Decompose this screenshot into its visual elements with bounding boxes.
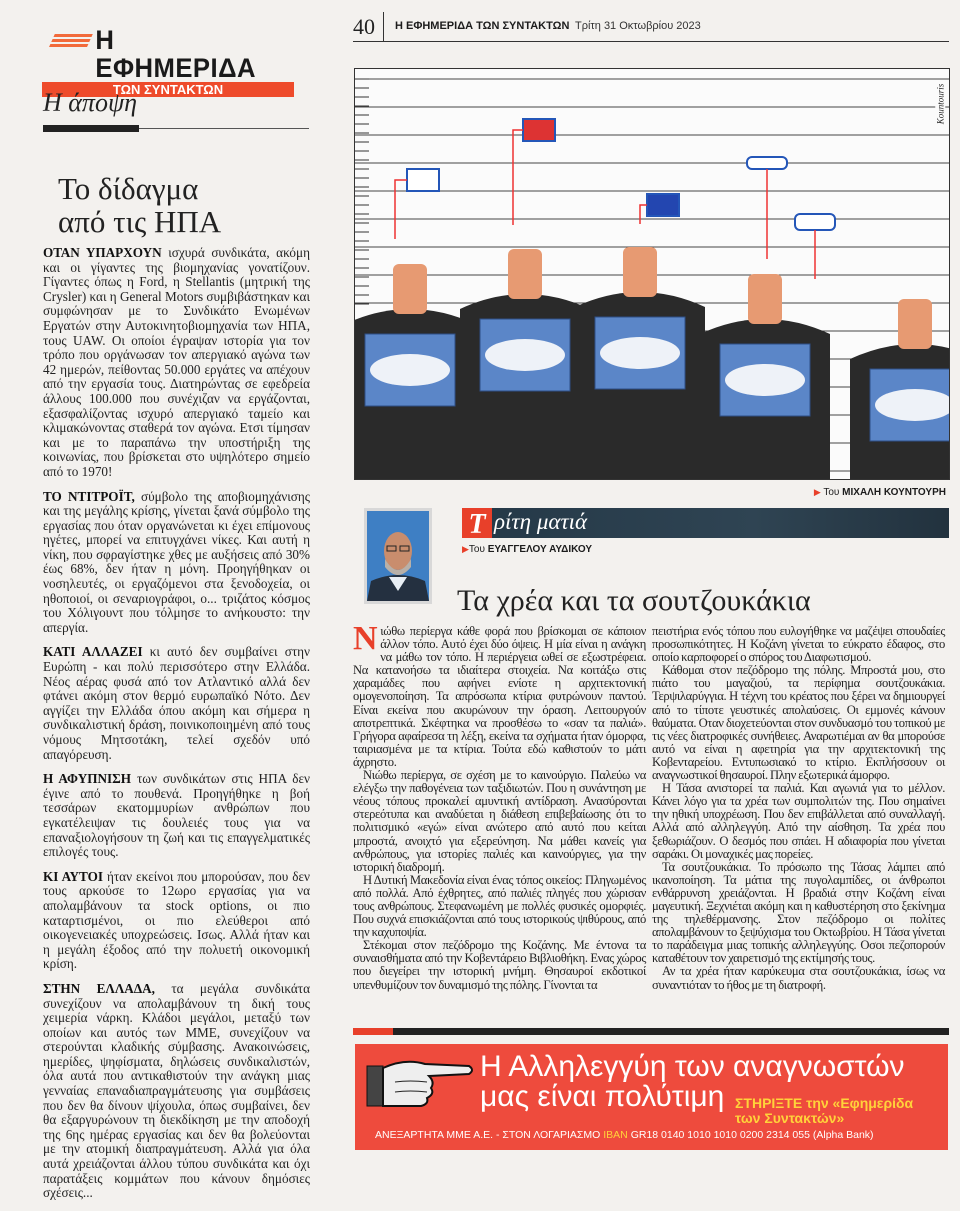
telescope-icon — [747, 157, 787, 169]
missile-part — [725, 364, 805, 396]
opinion-paragraph — [43, 982, 310, 1201]
column-text-2 — [652, 625, 945, 992]
column-byline — [462, 544, 592, 555]
iban-number: GR18 0140 1010 1010 0200 2314 055 — [630, 1129, 810, 1141]
editorial-cartoon — [354, 68, 950, 480]
section-label: Η άποψη — [43, 88, 137, 117]
column-paragraph — [353, 939, 646, 991]
drop-cap: Ν — [353, 620, 378, 657]
opinion-paragraph — [43, 870, 310, 972]
column-paragraph — [652, 664, 945, 782]
masthead-logo — [46, 26, 294, 97]
credit-prefix: Του — [823, 487, 840, 498]
iban-prefix: ΑΝΕΞΑΡΤΗΤΑ ΜΜΕ Α.Ε. - ΣΤΟΝ ΛΟΓΑΡΙΑΣΜΟ — [375, 1129, 601, 1141]
paragraph-text: Αν τα χρέα ήταν καρύκευμα στα σουτζουκάκια, ίσως να συναντιόταν το ήθος με τη διατροφή. — [652, 964, 945, 992]
pointing-hand-icon — [365, 1052, 475, 1112]
byline-name: ΕΥΑΓΓΕΛΟΥ ΑΥΔΙΚΟΥ — [487, 544, 593, 555]
rubric-initial: Τ — [462, 508, 492, 538]
opinion-paragraph — [43, 645, 310, 762]
paragraph-lead: ΣΤΗΝ ΕΛΛΑΔΑ, — [43, 980, 155, 996]
israel-flag-icon — [407, 169, 439, 191]
column-paragraph — [353, 874, 646, 939]
ad-support: ΣΤΗΡΙΞΤΕ την «Εφημερίδα των Συντακτών» — [735, 1095, 914, 1126]
ad-iban — [375, 1129, 874, 1141]
column-paragraph — [353, 620, 646, 769]
red-arrow — [513, 130, 523, 225]
credit-name: ΜΙΧΑΛΗ ΚΟΥΝΤΟΥΡΗ — [842, 487, 946, 498]
logo-stripes-icon — [49, 34, 93, 48]
paragraph-text: σύμβολο της αποβιομηχάνισης και της μεγάλης κρίσης, γίνεται ξανά σύμβολο της εργασίας που όταν οργανώνεται κι έχει επίμονους ηγέτες, μπορεί να επιτυγχάνει νίκες. Και αυτή η νίκη, που σφραγίστηκε χθες με αυξήσεις από 30% έως 68%, δεν ήταν η μόνη. Προηγήθηκαν οι νοσηλευτές, οι εργαζόμενοι στα ξενοδοχεία, οι ηθοποιοί, οι σεναριογράφοι, ο... τριζάτος κόσμος του Χόλιγουντ που τόλμησε το ανήκουστο: την απεργία. — [43, 488, 310, 635]
cartoon-credit — [700, 487, 946, 498]
page-number: 40 — [353, 14, 375, 39]
paragraph-text: Νιώθω περίεργα, σε σχέση με το καινούργιο. Παλεύω να ελέγξω την παθογένεια των ταξιδιωτών. Που η συνάντηση με νέους τόπους προκαλεί αμυντική αντίδραση. Ανασύρονται στερεότυπα και αναδύεται η διάθεση επιβεβαίωσης ότι το πολιτισμικό «εγώ» είναι ανώτερο από αυτό που κείται μπροστά, ανοιχτό για εξερεύνηση. Να μάθει κανείς για ανθρώπους, για ιστορίες παλιές και καινούργιες, για την ιστορική διαδρομή. — [353, 768, 646, 874]
paragraph-text: Στέκομαι στον πεζόδρομο της Κοζάνης. Με έντονα τα συναισθήματα από την Κοβεντάρειο Βιβλιοθήκη. Ενας χώρος που διεγείρει την ιστορική μνήμη. Θησαυροί εκδοτικοί υπενθυμίζουν τον δυναμισμό της πόλης. Γίνονται τα — [353, 938, 646, 992]
paragraph-lead: ΚΑΤΙ ΑΛΛΑΖΕΙ — [43, 644, 143, 660]
paragraph-text: ιώθω περίεργα κάθε φορά που βρίσκομαι σε κάποιον άλλον τόπο. Αυτό έχει δύο όψεις. Η μία είναι η ανάγκη να μάθω τον τόπο. Η περιέργεια ωθεί σε εξωστρέφεια. Να κατανοήσω τα ιδιαίτερα στοιχεία. Να κοιτάξω στις χαραμάδες που αφήνει ενίοτε η αρχιτεκτονική ομογενοποίηση. Τα απρόσωπα κτίρια φυτρώνουν παντού. Είναι εκείνα που ακυρώνουν την όραση. Λειτουργούν αποτρεπτικά. Σκέφτηκα να προσθέσω το «σαν τα παλιά». Γρήγορα αφαίρεσα τη λέξη, εκείνα τα σχήματα ήταν όμορφα, ταιριασμένα με τα κτίρια. Τούτα εδώ καθιστούν το μάτι άχρηστο. — [353, 624, 646, 769]
bottom-rule — [353, 1028, 949, 1035]
iban-label: IBAN — [603, 1129, 628, 1141]
missile-part — [600, 337, 680, 369]
column-paragraph — [652, 965, 945, 991]
paragraph-text: ήταν εκείνοι που μπορούσαν, που δεν τους αρκούσε το 12ωρο εργασίας για να απολαμβάνουν τα stock options, οι πιο καταρτισμένοι, οι πιο ελεύθεροι από οικογενειακές υποχρεώσεις. Ισως. Αλλά ήταν και η μεγάλη έξοδος από την πολυετή οικονομική κρίση. — [43, 868, 310, 972]
paragraph-text: Η Τάσα ανιστορεί τα παλιά. Και αγωνιά για το μέλλον. Κάνει λόγο για τα χρέα των συμπολιτών της. Που σημαίνει την ηθική υποχρέωση. Που δεν επιβάλλεται από συναλλαγή. Αλλά από αλληλεγγύη. Από την αίσθηση. Τα χρέα που ξεθωριάζουν. Ο δεσμός που σπάει. Η αδιαφορία που γίνεται σαράκι. Οι μοναχικές μας πορείες. — [652, 781, 945, 861]
paragraph-text: Κάθομαι στον πεζόδρομο της πόλης. Μπροστά μου, στο πιάτο του μαγαζιού, τα περίφημα σουτζουκάκια. Τερψιλαρύγγια. Η τέχνη του κρέατος που ξέρει να δημιουργεί από το τίποτε γευστικές απολαύσεις. Οι εμμονές κάνουν θαύματα. Οταν διοχετεύονται στον συνδυασμό του τοπικού με τις νέες διατροφικές συνήθειες. Αναρωτιέμαι αν θα μπορούσε αυτό να είναι η αφετηρία για την αρχιτεκτονική της Κοβενταρείου. Εντυπωσιακό το κτίριο. Εκπλήσσουν οι αναγνωστικοί θησαυροί. Πλην εξωτερικά άμορφο. — [652, 663, 945, 783]
column-paragraph — [652, 782, 945, 861]
paragraph-lead: Η ΑΦΥΠΝΙΣΗ — [43, 771, 132, 787]
column-title: Τα χρέα και τα σουτζουκάκια — [457, 584, 811, 617]
paragraph-text: πειστήρια ενός τόπου που ευλογήθηκε να μαζέψει σπουδαίες προσωπικότητες. Η Κοζάνη γίνεται το εύκρατο έδαφος, στο οποίο καρποφορεί ο σπόρος του Διαφωτισμού. — [652, 624, 945, 665]
opinion-paragraph — [43, 772, 310, 860]
opinion-title-line: Το δίδαγμα — [58, 171, 199, 206]
header-date: Τρίτη 31 Οκτωβρίου 2023 — [575, 20, 701, 32]
paragraph-lead: ΚΙ ΑΥΤΟΙ — [43, 868, 103, 884]
paragraph-lead: ΟΤΑΝ ΥΠΑΡΧΟΥΝ — [43, 245, 162, 260]
red-arrow — [640, 205, 647, 224]
column-rubric-banner — [462, 508, 949, 538]
paragraph-text: των συνδικάτων στις ΗΠΑ δεν έγινε από το πουθενά. Προηγήθηκε η βοή τεσσάρων εκατομμυρίων ανθρώπων που εγκατέλειψαν τις δουλειές τους για να επαναξιολογήσουν τη ζωή και τις επαγγελματικές επιλογές τους. — [43, 771, 311, 860]
figure-head — [748, 274, 782, 324]
paragraph-text: Τα σουτζουκάκια. Το πρόσωπο της Τάσας λάμπει από ικανοποίηση. Τα μάτια της πυγολαμπίδες, οι άνθρωποι ενθάρρυνση χρειάζονται. Η βραδιά στην Κοζάνη είναι μαγευτική. Ξεχνιέται ακόμη και η καθυστέρηση στο ξεκίνημα της τηλεθέρμανσης. Στον πεζόδρομο οι πολίτες απολαμβάνουν το ξεψύχισμα του Οκτωβρίου. Η Τάσα γίνεται το παράδειγμα μιας τοπικής αλληλεγγύης. Οσοι πεζοπορούν καταθέτουν τον χαιρετισμό της εκτίμησής τους. — [652, 859, 945, 966]
rubric-text: ρίτη ματιά — [494, 509, 588, 534]
triangle-icon: ▶ — [813, 487, 821, 497]
ad-headline-2: μας είναι πολύτιμη — [480, 1080, 725, 1113]
figure-head — [898, 299, 932, 349]
paragraph-text: Η Δυτική Μακεδονία είναι ένας τόπος οικείος: Πληγωμένος από πολλά. Από έχθρητες, από παλιές πληγές που χώρισαν τους ανθρώπους. Στεφανωμένη με πολλές φυσικές ομορφιές. Που συχνά επισκιάζονται από τους ιστορικούς ψιθύρους, από την καχυποψία. — [353, 872, 646, 940]
author-photo — [364, 508, 432, 604]
iban-bank: (Alpha Bank) — [812, 1129, 874, 1141]
paragraph-lead: ΤΟ ΝΤΙΤΡΟΪΤ, — [43, 488, 135, 504]
solidarity-ad — [355, 1044, 948, 1150]
opinion-paragraph — [43, 490, 310, 636]
page-header — [353, 12, 949, 42]
paragraph-text: τα μεγάλα συνδικάτα συνεχίζουν να απολαμβάνουν τη δική τους χειμερία νάρκη. Κλάδοι μεγάλοι, μεταξύ των οποίων και αυτός των ΜΜΕ, συνεχίζουν να στερούνται κλαδικής σύμβασης. Ανακοινώσεις, ημερίδες, ψηφίσματα, δηλώσεις συνδικαλιστών, όλα αυτά που αντικαθιστούν την ανάγκη μιας γενναίας επαναδιαπραγμάτευσης για συμβάσεις που δεν θα δίνουν ψίχουλα, όπως συμβαίνει, δεν θα εξαργυρώνουν τη διεκδίκηση με την αποδοχή της 6ης ημέρας εργασίας και δεν θα βολεύονται με την ατομική διαπραγμάτευση. Αλλά για όλα αυτά χρειάζονται άλλου τύπου συνδικάτα και όχι παρατάξεις κομμάτων που κάνουν δημόσιες σχέσεις... — [43, 980, 310, 1201]
column-paragraph — [652, 625, 945, 664]
opinion-body — [43, 246, 310, 1211]
masthead-subtitle: ΤΩΝ ΣΥΝΤΑΚΤΩΝ — [42, 82, 294, 97]
figure-head — [508, 249, 542, 299]
byline-prefix: Του — [468, 544, 485, 555]
triangle-icon: ▶ — [462, 544, 469, 554]
figure-head — [623, 247, 657, 297]
opinion-paragraph — [43, 246, 310, 480]
ad-headline-1: Η Αλληλεγγύη των αναγνωστών — [480, 1050, 905, 1083]
paragraph-text: κι αυτό δεν συμβαίνει στην Ευρώπη - και πολύ περισσότερο στην Ελλάδα. Νέος αέρας φυσά από τον Ατλαντικό αλλά δεν φτάνει ακόμη στον θερμό ευρωπαϊκό Νότο. Δεν αγγίζει την Ελλάδα όπου ακόμη και σήμερα η συνδικαλιστική δράση, ποινικοποιημένη από τους νόμους Μητσοτάκη, τελεί σχεδόν υπό απαγόρευση. — [43, 644, 310, 762]
artist-signature: Kountouris — [935, 83, 946, 125]
missile-part — [370, 354, 450, 386]
usa-flag-icon — [523, 119, 555, 141]
figure-head — [393, 264, 427, 314]
missile-part — [485, 339, 565, 371]
red-arrow — [395, 180, 407, 239]
eu-flag-icon — [647, 194, 679, 216]
masthead-title: Η ΕΦΗΜΕΡΙΔΑ — [95, 25, 257, 83]
opinion-title — [58, 172, 221, 238]
cartoon-illustration — [355, 69, 949, 479]
sofa-icon — [795, 214, 835, 230]
column-paragraph — [652, 861, 945, 966]
header-paper-name: Η ΕΦΗΜΕΡΙΔΑ ΤΩΝ ΣΥΝΤΑΚΤΩΝ — [395, 20, 570, 32]
paragraph-text: ισχυρά συνδικάτα, ακόμη και οι γίγαντες της βιομηχανίας γονατίζουν. Γίγαντες όπως η Ford, η Stellantis (μητρική της Crysler) και η General Motors συμβιβάστηκαν και συμφώνησαν με το Συνδικάτο Ενωμένων Εργατών στην Αυτοκινητοβιομηχανία των ΗΠΑ, τους UAW. Οι οποίοι έγραψαν ιστορία για τον τρόπο που οργάνωσαν τον απεργιακό αγώνα των 42 ημερών, πείθοντας 50.000 εργάτες να απέχουν από την εργασία τους. Διατηρώντας σε εφεδρεία άλλους 100.000 που συνέχιζαν να εργάζονται, εξασφαλίζοντας ισχυρό απεργιακό ταμείο και κλιμακώνοντας σταθερά τον αγώνα. Ετσι τίμησαν και με το παραπάνω την υποστήριξη της κοινωνίας, που βρίσκεται στο υψηλότερο σημείο από το 1970! — [43, 245, 310, 479]
opinion-title-line: από τις ΗΠΑ — [58, 204, 222, 239]
column-text-1 — [353, 620, 646, 992]
section-rule — [43, 128, 309, 129]
column-paragraph — [353, 769, 646, 874]
